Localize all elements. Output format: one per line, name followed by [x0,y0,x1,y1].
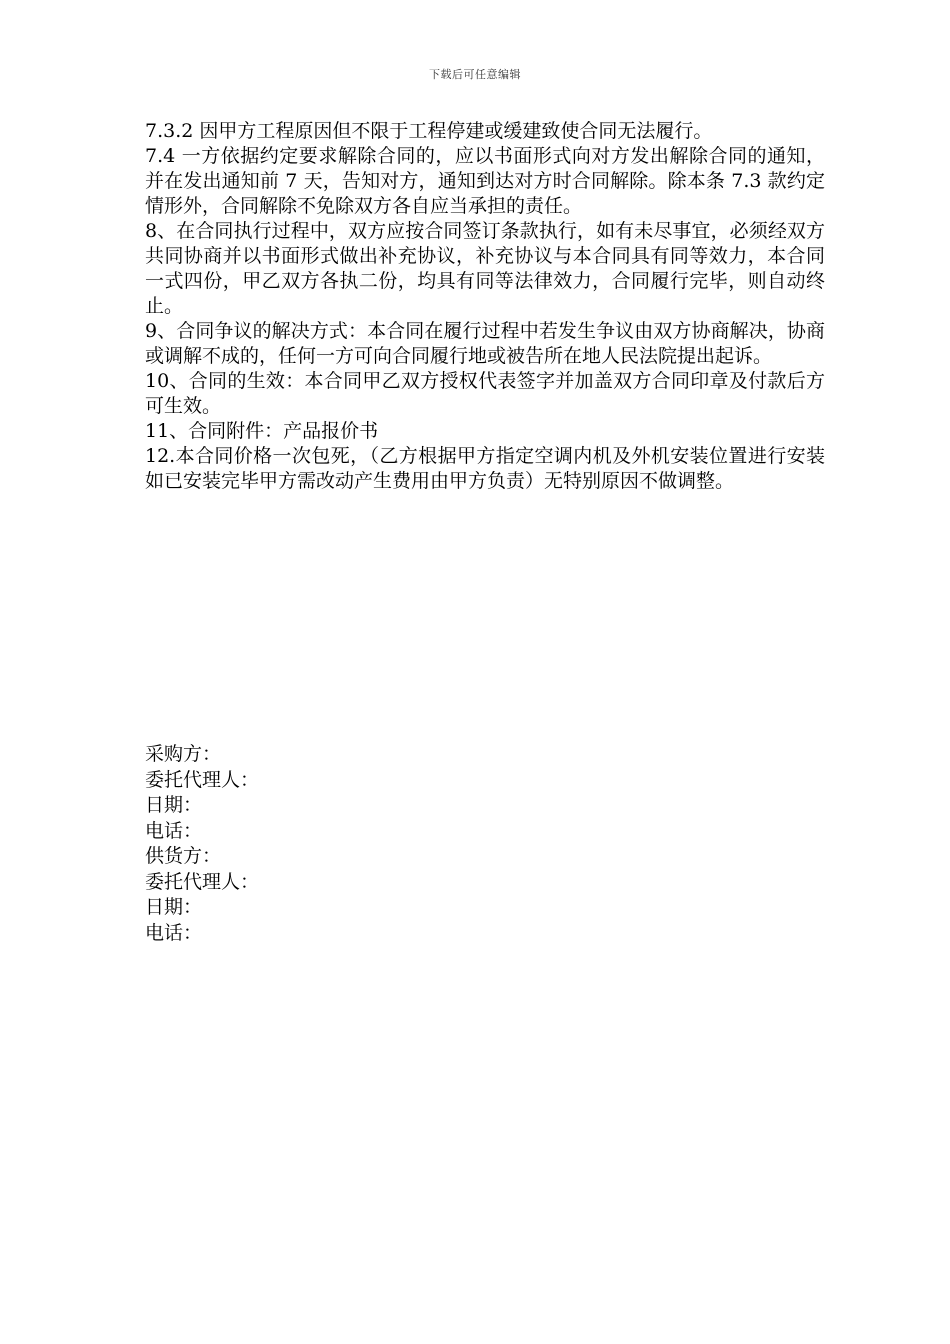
clause-8: 8、在合同执行过程中，双方应按合同签订条款执行，如有未尽事宜，必须经双方共同协商并以书面形式做出补充协议，补充协议与本合同具有同等效力，本合同一式四份，甲乙双方各执二份，均具有同等法律效力，合同履行完毕，则自动终止。 [145,220,825,317]
clause-7-4: 7.4 一方依据约定要求解除合同的，应以书面形式向对方发出解除合同的通知，并在发出通知前 7 天，告知对方，通知到达对方时合同解除。除本条 7.3 款约定情形外，合同解除不免除双方各自应当承担的责任。 [145,145,825,217]
buyer-label: 采购方： [145,743,222,765]
clause-11: 11、合同附件：产品报价书 [145,420,379,442]
page-header-note: 下载后可任意编辑 [429,68,521,81]
buyer-phone-label: 电话： [145,819,203,842]
supplier-agent-label: 委托代理人： [145,870,260,893]
contract-clauses [145,119,825,494]
signature-block [145,742,545,946]
supplier-date-label: 日期： [145,896,203,918]
clause-10: 10、合同的生效：本合同甲乙双方授权代表签字并加盖双方合同印章及付款后方可生效。 [145,370,825,417]
supplier-phone-label: 电话： [145,921,203,944]
clause-12: 12.本合同价格一次包死，（乙方根据甲方指定空调内机及外机安装位置进行安装如已安装完毕甲方需改动产生费用由甲方负责）无特别原因不做调整。 [145,445,825,492]
supplier-label: 供货方： [145,845,222,867]
clause-7-3-2: 7.3.2 因甲方工程原因但不限于工程停建或缓建致使合同无法履行。 [145,120,713,142]
buyer-date-label: 日期： [145,794,203,816]
buyer-agent-label: 委托代理人： [145,768,260,791]
clause-9: 9、合同争议的解决方式：本合同在履行过程中若发生争议由双方协商解决，协商或调解不成的，任何一方可向合同履行地或被告所在地人民法院提出起诉。 [145,320,825,367]
